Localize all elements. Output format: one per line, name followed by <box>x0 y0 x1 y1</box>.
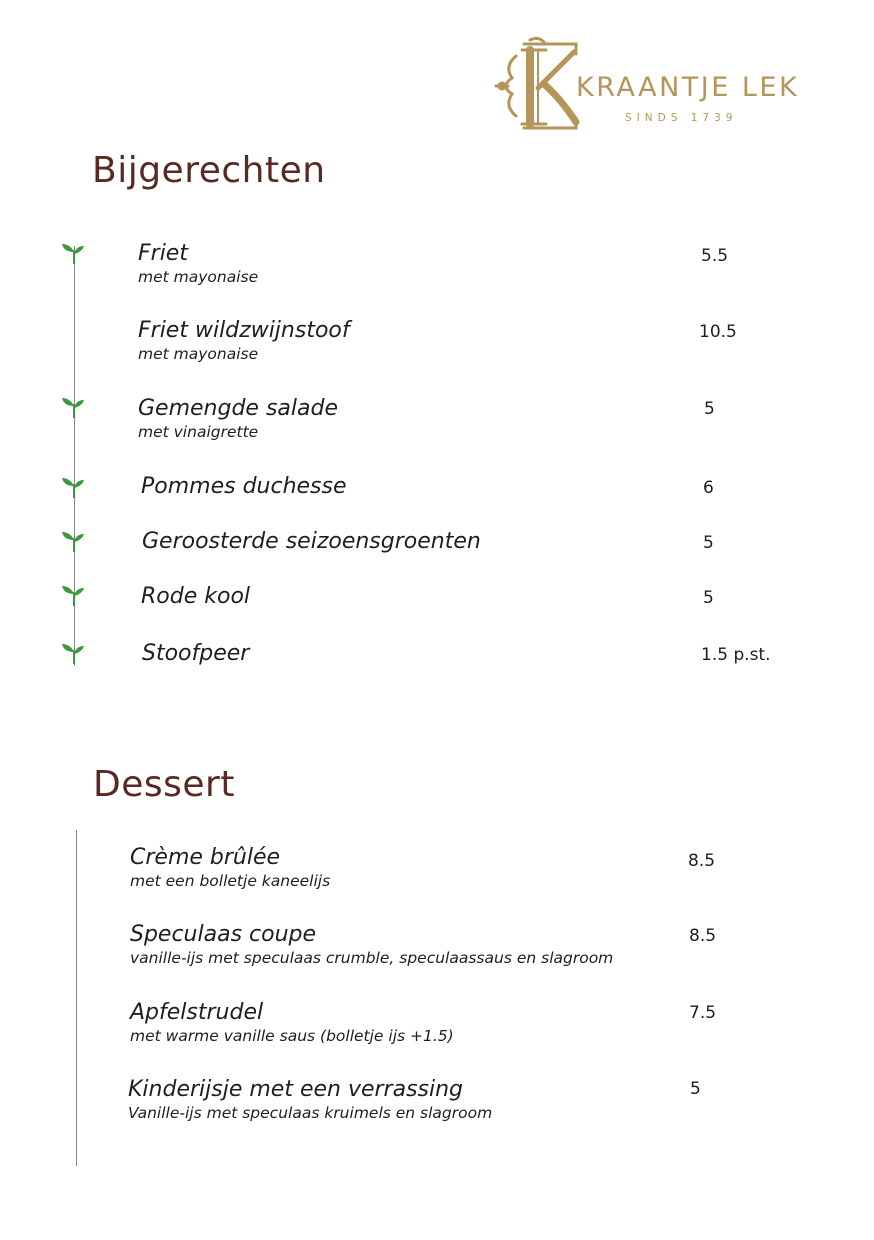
menu-item <box>128 1077 492 1123</box>
item-price: 6 <box>703 478 714 498</box>
item-price: 8.5 <box>688 851 716 871</box>
section-divider-line <box>76 830 77 1166</box>
green-sprout-icon <box>60 530 86 554</box>
item-price: 7.5 <box>689 1003 717 1023</box>
item-name: Gemengde salade <box>138 396 338 421</box>
item-description: met mayonaise <box>138 268 259 286</box>
menu-item <box>130 922 613 968</box>
item-name: Pommes duchesse <box>141 474 347 499</box>
menu-item <box>130 845 330 891</box>
item-price: 1.5 p.st. <box>701 645 771 665</box>
item-name: Kinderijsje met een verrassing <box>128 1077 464 1102</box>
item-name: Stoofpeer <box>142 641 250 666</box>
green-sprout-icon <box>60 642 86 666</box>
green-sprout-icon <box>60 476 86 500</box>
green-sprout-icon <box>60 584 86 608</box>
menu-item <box>138 396 338 442</box>
item-name: Apfelstrudel <box>130 1000 264 1025</box>
item-name: Friet <box>138 241 188 266</box>
menu-item <box>138 318 350 364</box>
menu-item <box>142 641 249 667</box>
item-name: Rode kool <box>141 584 251 609</box>
item-price: 5 <box>703 588 714 608</box>
item-price: 5 <box>703 533 714 553</box>
item-price: 10.5 <box>699 322 737 342</box>
section-title-dessert: Dessert <box>93 764 235 805</box>
item-name: Friet wildzwijnstoof <box>138 318 350 343</box>
menu-item <box>138 241 258 287</box>
item-description: met een bolletje kaneelijs <box>130 872 331 890</box>
brand-name: KRAANTJE LEK <box>576 72 800 103</box>
menu-item <box>130 1000 454 1046</box>
green-sprout-icon <box>60 242 86 266</box>
menu-item <box>142 529 481 555</box>
brand-since: SINDS 1739 <box>625 112 738 124</box>
item-price: 8.5 <box>689 926 717 946</box>
item-name: Speculaas coupe <box>130 922 317 947</box>
item-description: met vinaigrette <box>138 423 259 441</box>
item-description: met warme vanille saus (bolletje ijs +1.5) <box>130 1027 454 1045</box>
brand-logo <box>494 36 806 136</box>
green-sprout-icon <box>60 396 86 420</box>
item-price: 5.5 <box>701 246 729 266</box>
item-name: Crème brûlée <box>130 845 281 870</box>
item-description: Vanille-ijs met speculaas kruimels en slagroom <box>128 1104 493 1122</box>
item-name: Geroosterde seizoensgroenten <box>142 529 481 554</box>
item-price: 5 <box>704 399 715 419</box>
item-description: vanille-ijs met speculaas crumble, speculaassaus en slagroom <box>130 949 614 967</box>
kraantje-lek-emblem-icon <box>494 36 584 136</box>
menu-item <box>141 474 347 500</box>
menu-item <box>141 584 250 610</box>
item-price: 5 <box>690 1079 701 1099</box>
section-title-bijgerechten: Bijgerechten <box>92 150 326 191</box>
item-description: met mayonaise <box>138 345 259 363</box>
